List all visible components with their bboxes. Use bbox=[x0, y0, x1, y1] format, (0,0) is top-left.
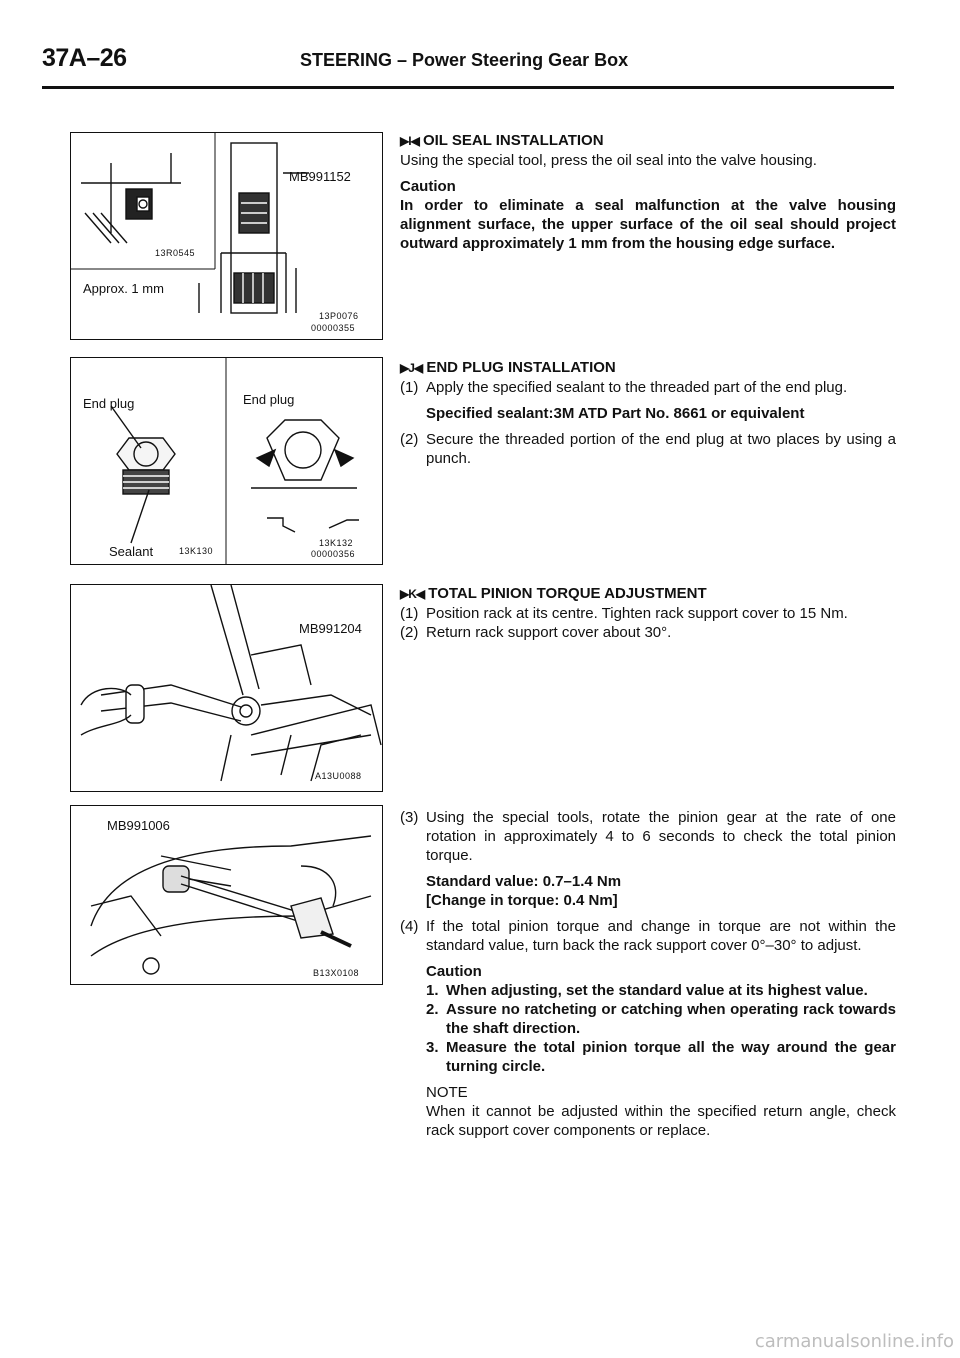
caution-number: 3. bbox=[426, 1039, 439, 1056]
oil-seal-heading: OIL SEAL INSTALLATION bbox=[422, 132, 604, 149]
pinion-heading: TOTAL PINION TORQUE ADJUSTMENT bbox=[428, 585, 707, 602]
step-number: (4) bbox=[400, 918, 419, 935]
caution-text: Assure no ratcheting or catching when operating rack towards the shaft direction. bbox=[446, 1001, 896, 1037]
specified-sealant bbox=[400, 404, 896, 423]
caution-item bbox=[426, 981, 896, 1000]
figure-code: 00000355 bbox=[311, 323, 356, 333]
figure-code: 00000356 bbox=[311, 549, 356, 559]
step-number: (2) bbox=[400, 624, 419, 641]
sealant-label: Sealant bbox=[109, 544, 154, 559]
figure-code: 13K132 bbox=[319, 538, 354, 548]
end-plug-label: End plug bbox=[243, 392, 295, 407]
step-text: Using the special tools, rotate the pinion gear at the rate of one rotation in approximately 4 to 6 seconds to check the total pinion torque. bbox=[426, 809, 896, 864]
section-end-plug bbox=[400, 358, 896, 468]
header-rule bbox=[42, 86, 894, 89]
section-heading bbox=[400, 358, 896, 378]
figure-code: 13R0545 bbox=[155, 248, 196, 258]
step-number: (2) bbox=[400, 431, 419, 448]
note-text: When it cannot be adjusted within the specified return angle, check rack support cover components or replace. bbox=[426, 1103, 896, 1139]
tool-label-mb991006: MB991006 bbox=[107, 818, 170, 833]
step-item bbox=[400, 623, 896, 642]
caution-label: Caution bbox=[426, 963, 482, 980]
caution-item bbox=[426, 1000, 896, 1038]
page-title: STEERING – Power Steering Gear Box bbox=[300, 50, 629, 70]
caution-number: 1. bbox=[426, 982, 439, 999]
caution-text: Measure the total pinion torque all the way around the gear turning circle. bbox=[446, 1039, 896, 1075]
figure-code: B13X0108 bbox=[313, 968, 360, 978]
step-text: Position rack at its centre. Tighten rack support cover to 15 Nm. bbox=[426, 605, 848, 622]
figure-pinion-torque-tool bbox=[70, 584, 383, 792]
approx-label: Approx. 1 mm bbox=[83, 281, 164, 296]
figure-pinion-preload-tool bbox=[70, 805, 383, 985]
page-number: 37A–26 bbox=[42, 44, 127, 72]
step-item bbox=[400, 430, 896, 468]
oil-seal-illustration bbox=[71, 133, 382, 339]
watermark: carmanualsonline.info bbox=[754, 1331, 954, 1352]
installation-marker: ▶J◀ bbox=[400, 361, 423, 375]
standard-value bbox=[400, 872, 896, 910]
tool-label-mb991204: MB991204 bbox=[299, 621, 362, 636]
oil-seal-caution: In order to eliminate a seal malfunction at the valve housing alignment surface, the upper surface of the oil seal should project outward approximately 1 mm from the housing edge surface. bbox=[400, 197, 896, 252]
caution-text: When adjusting, set the standard value at its highest value. bbox=[446, 982, 868, 999]
note-label: NOTE bbox=[426, 1084, 468, 1101]
tool-label-mb991152: MB991152 bbox=[289, 169, 351, 184]
step-text: If the total pinion torque and change in torque are not within the standard value, turn back the rack support cover 0°–30° to adjust. bbox=[426, 918, 896, 954]
end-plug-illustration bbox=[71, 358, 382, 564]
installation-marker: ▶I◀ bbox=[400, 134, 419, 148]
caution-block bbox=[400, 962, 896, 1140]
step-text: Secure the threaded portion of the end plug at two places by using a punch. bbox=[426, 431, 896, 467]
step-item bbox=[400, 808, 896, 865]
step-text: Return rack support cover about 30°. bbox=[426, 624, 672, 641]
section-oil-seal bbox=[400, 131, 896, 253]
step-number: (1) bbox=[400, 605, 419, 622]
change-in-torque: [Change in torque: 0.4 Nm] bbox=[426, 892, 618, 909]
figure-code: 13P0076 bbox=[319, 311, 359, 321]
figure-code: 13K130 bbox=[179, 546, 214, 556]
step-text: Apply the specified sealant to the threaded part of the end plug. bbox=[426, 379, 848, 396]
step-item bbox=[400, 604, 896, 623]
end-plug-label: End plug bbox=[83, 396, 135, 411]
step-number: (3) bbox=[400, 809, 419, 826]
sealant-spec: Specified sealant:3M ATD Part No. 8661 or equivalent bbox=[426, 405, 805, 422]
end-plug-heading: END PLUG INSTALLATION bbox=[426, 359, 616, 376]
section-heading bbox=[400, 131, 896, 151]
figure-code: A13U0088 bbox=[315, 771, 362, 781]
section-heading bbox=[400, 584, 896, 604]
adjustment-marker: ▶K◀ bbox=[400, 587, 425, 601]
step-item bbox=[400, 378, 896, 397]
standard-value-text: Standard value: 0.7–1.4 Nm bbox=[426, 873, 622, 890]
section-pinion-torque-cont bbox=[400, 808, 896, 1140]
figure-oil-seal bbox=[70, 132, 383, 340]
caution-number: 2. bbox=[426, 1001, 439, 1018]
section-pinion-torque bbox=[400, 584, 896, 642]
caution-item bbox=[426, 1038, 896, 1076]
oil-seal-body: Using the special tool, press the oil seal into the valve housing. bbox=[400, 152, 817, 169]
step-number: (1) bbox=[400, 379, 419, 396]
step-item bbox=[400, 917, 896, 955]
figure-end-plug bbox=[70, 357, 383, 565]
caution-label: Caution bbox=[400, 178, 456, 195]
pinion-torque-illustration bbox=[71, 585, 382, 791]
